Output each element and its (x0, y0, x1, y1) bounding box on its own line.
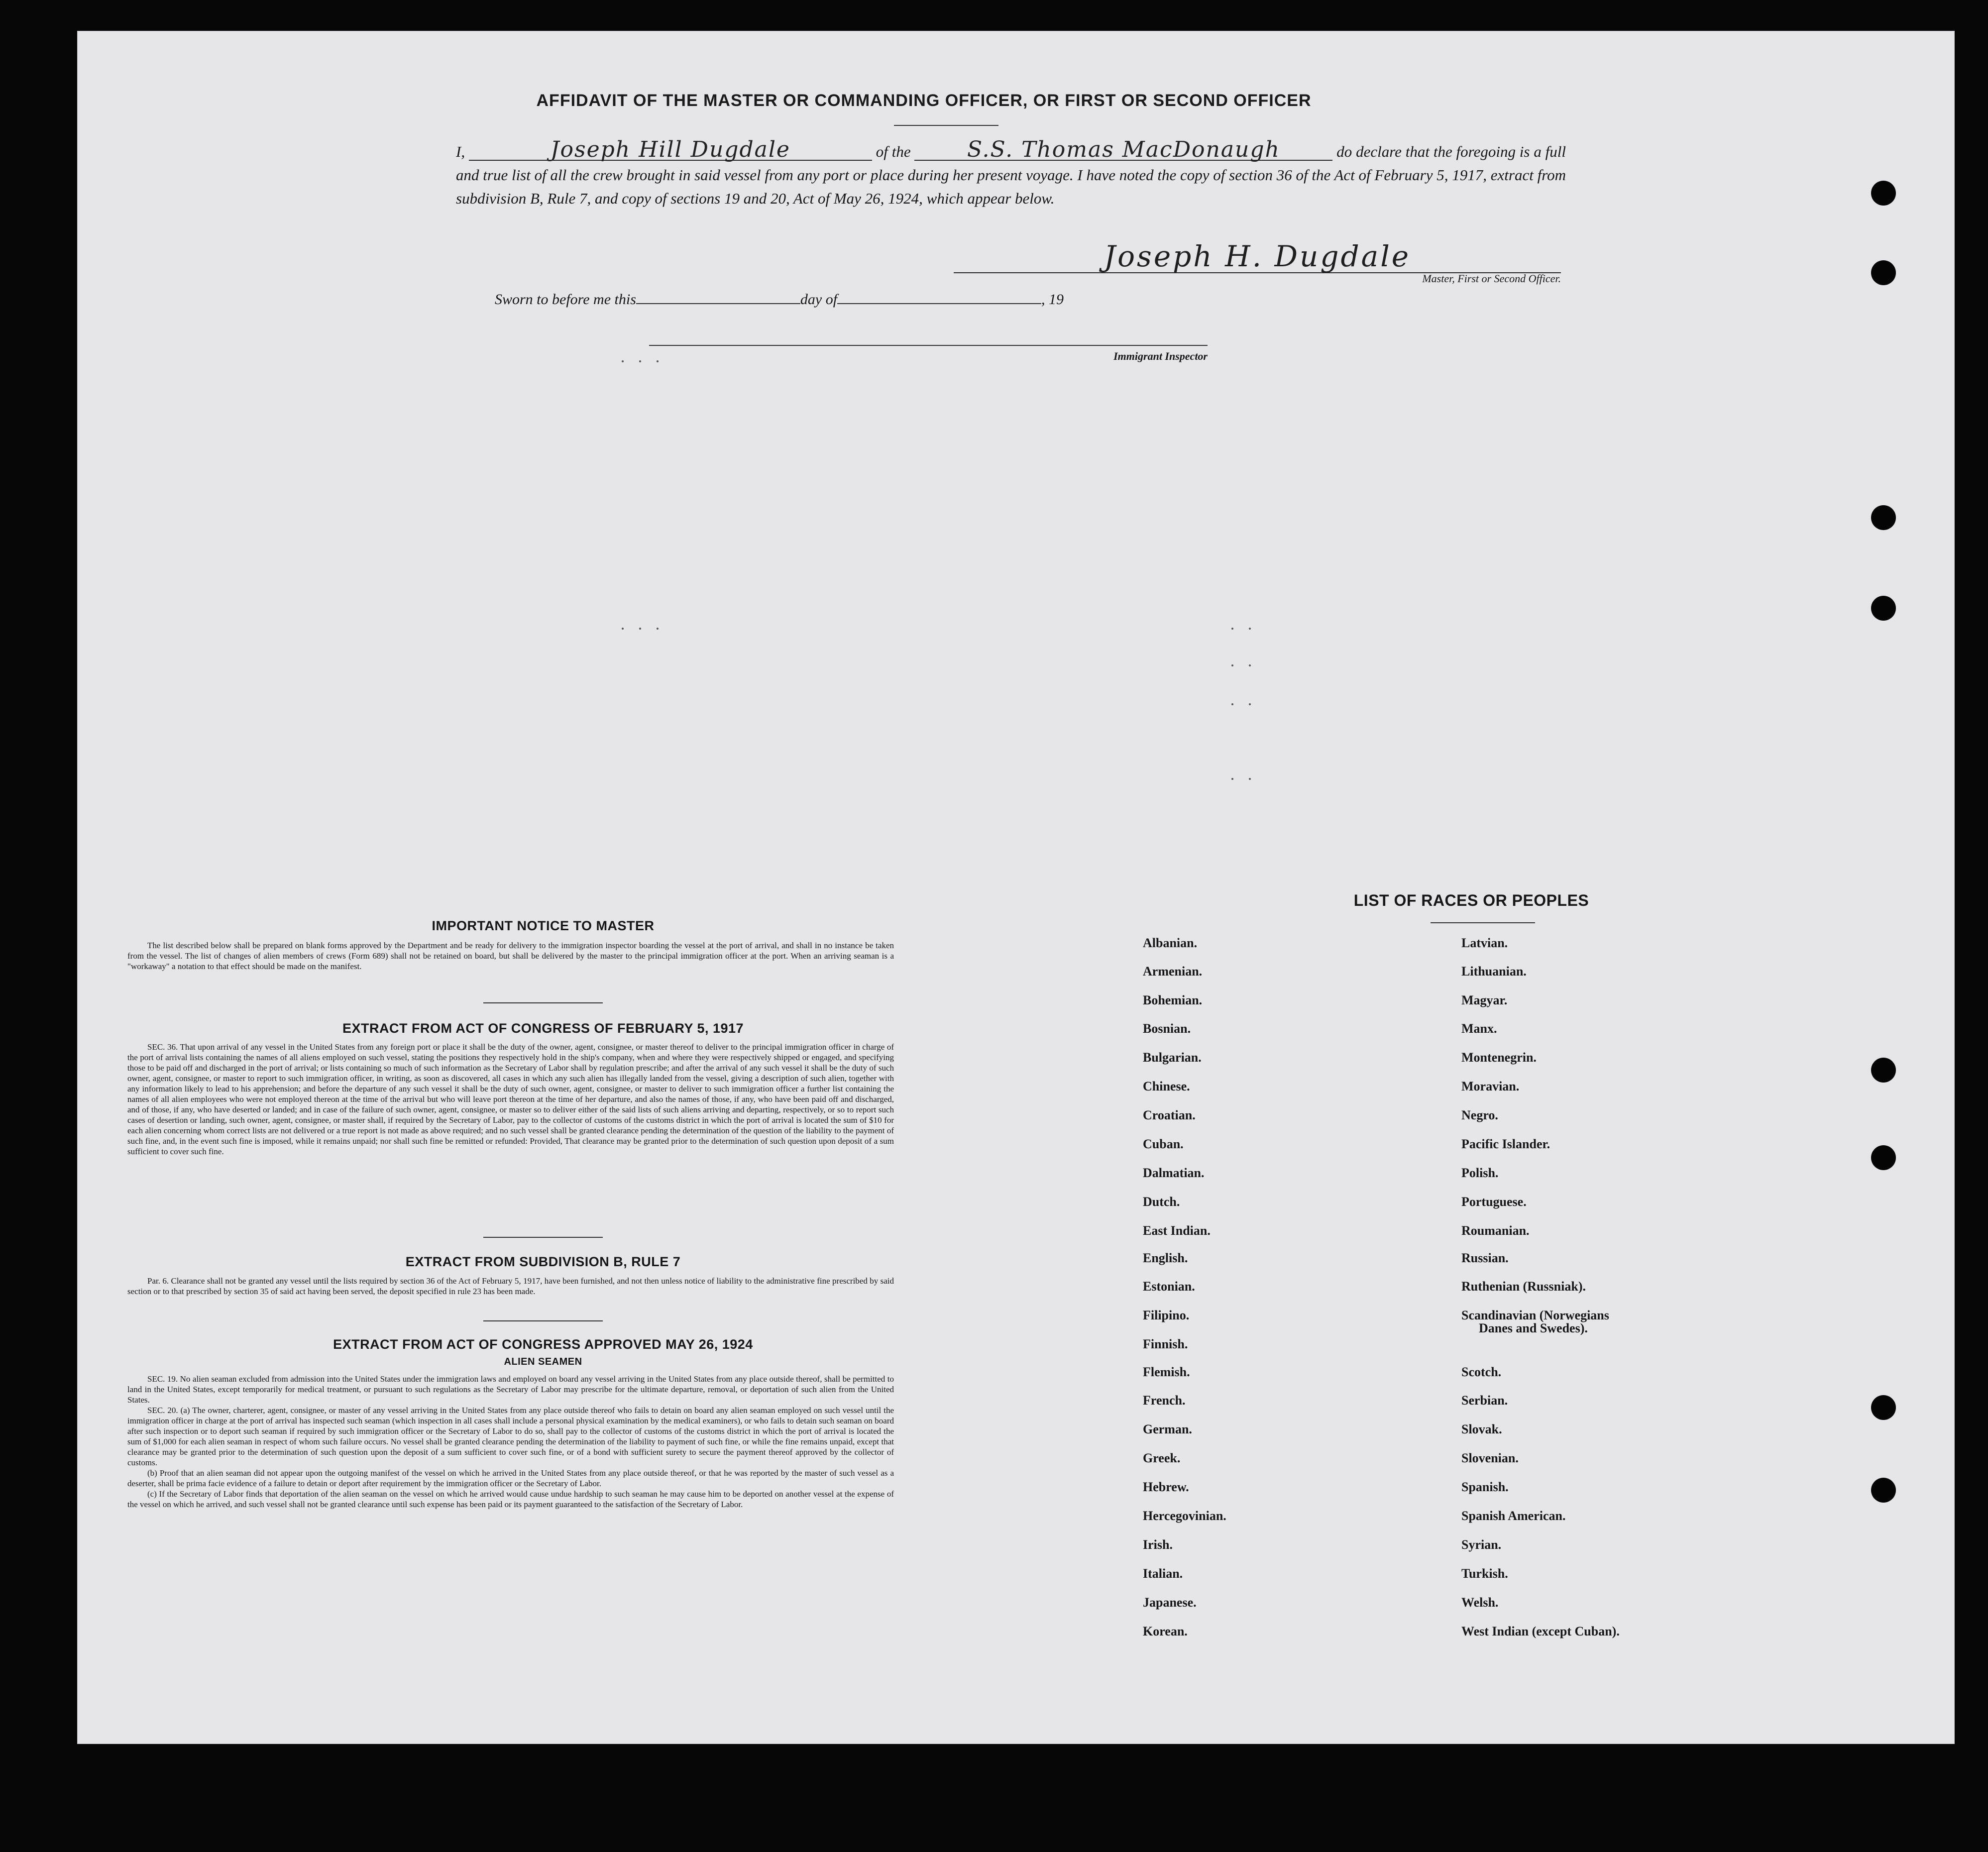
scan-mark (1249, 628, 1251, 630)
binder-hole (1871, 1395, 1896, 1420)
race-entry: German. (1143, 1422, 1192, 1436)
race-entry: Dutch. (1143, 1195, 1180, 1209)
race-entry: Japanese. (1143, 1595, 1197, 1610)
race-entry: Chinese. (1143, 1079, 1190, 1093)
notice-title: IMPORTANT NOTICE TO MASTER (432, 918, 655, 933)
race-entry: Spanish. (1461, 1480, 1509, 1494)
declaration-prefix: I, (456, 143, 465, 160)
race-entry: Italian. (1143, 1566, 1183, 1581)
scan-mark (1231, 628, 1233, 630)
act-1924-paragraph: SEC. 19. No alien seaman excluded from admission into the United States under the immigration laws and employed on board any vessel arriving in the United States from any place outside thereof, shall be permitted to land in the United States, except temporarily for medical treatment, or pursuant to such regulations as the Secretary of Labor may prescribe for the ultimate departure, removal, or deportation of such alien from the United States. (127, 1374, 894, 1405)
race-entry: Russian. (1461, 1251, 1509, 1265)
document-page (77, 31, 1955, 1744)
inspector-signature-line[interactable] (649, 345, 1208, 346)
race-entry: Syrian. (1461, 1537, 1502, 1552)
binder-hole (1871, 1145, 1896, 1170)
scan-mark (1231, 664, 1233, 666)
race-entry: Lithuanian. (1461, 964, 1527, 979)
race-entry: Dalmatian. (1143, 1166, 1205, 1180)
act-1917-paragraph: SEC. 36. That upon arrival of any vessel in the United States from any foreign port or place it shall be the duty of the owner, agent, consignee, or master thereof to deliver to the principal immigration officer in charge of the port of arrival lists containing the names of all aliens employed on such vessel, stating the positions they respectively hold in the ship's company, when and where they were respectively shipped or engaged, and specifying those to be paid off and discharged in the port of arrival; or lists containing so much of such information as the Secretary of Labor shall by regulation prescribe; and after the arrival of any such vessel it shall be the duty of such owner, agent, consignee, or master to report to such immigration officer, in writing, as soon as discovered, all cases in which any such alien has illegally landed from the vessel, giving a description of such alien, together with any information likely to lead to his apprehension; and before the departure of any such vessel it shall be the duty of such owner, agent, consignee, or master to deliver to such immigration officer a further list containing the names of all alien employees who were not employed thereon at the time of the arrival but who will leave port thereon at the time of her departure, and also the names of those, if any, who have been paid off and discharged, and of those, if any, who have deserted or landed; and in case of the failure of such owner, agent, consignee, or master so to deliver either of the said lists of such aliens arriving and departing, respectively, or so to report such cases of desertion or landing, such owner, agent, consignee, or master shall, if required by the Secretary of Labor, pay to the collector of customs of the customs district in which the port of arrival is located the sum of $10 for each alien concerning whom correct lists are not delivered or a true report is not made as above required; and no such vessel shall be granted clearance pending the determination of the question of the liability to the payment of such fine, and, in the event such fine is imposed, while it remains unpaid; nor shall such fine be remitted or refunded: Provided, That clearance may be granted prior to the determination of such question upon deposit of a sum sufficient to cover such fine. (127, 1042, 894, 1156)
binder-hole (1871, 1478, 1896, 1503)
binder-hole (1871, 181, 1896, 206)
races-title: LIST OF RACES OR PEOPLES (1353, 891, 1589, 909)
race-entry: Bohemian. (1143, 993, 1203, 1007)
scan-mark (1231, 778, 1233, 780)
vessel-name-field[interactable]: S.S. Thomas MacDonaugh (914, 140, 1332, 161)
notice-text (127, 940, 894, 972)
notice-paragraph: The list described below shall be prepared on blank forms approved by the Department and be ready for delivery to the immigration inspector boarding the vessel at the port of arrival, and shall in no instance be taken from the vessel. The list of changes of alien members of crews (Form 689) shall not be retained on board, but shall be delivered by the master to the principal immigration officer at the port. When an arriving seaman is a "workaway" a notation to that effect should be made on the manifest. (127, 941, 894, 971)
scan-mark (622, 628, 624, 630)
sworn-year-prefix: , 19 (1041, 291, 1064, 308)
race-entry: Turkish. (1461, 1566, 1508, 1581)
act-1924-paragraph: (c) If the Secretary of Labor finds that deportation of the alien seaman on the vessel on which he arrived would cause undue hardship to such seaman he may cause him to be deported on another vessel at the expense of the vessel on which he arrived, and such vessel shall not be granted clearance until such expense has been paid or its payment guaranteed to the satisfaction of the Secretary of Labor. (127, 1489, 894, 1509)
race-entry: Albanian. (1143, 936, 1198, 950)
race-entry: Flemish. (1143, 1365, 1190, 1379)
declaration-body: that the foregoing is a full and true list of all the crew brought in said vessel from any port or place during her present voyage. I have noted the copy of section 36 of the Act of February 5, 1917, extract from subdivision B, Rule 7, and copy of sections 19 and 20, Act of May 26, 1924, which appear below. (456, 143, 1566, 207)
race-entry: Manx. (1461, 1021, 1497, 1036)
race-entry: Scandinavian (Norwegians (1461, 1308, 1609, 1322)
binder-hole (1871, 505, 1896, 530)
scan-mark (1231, 703, 1233, 705)
race-entry: Negro. (1461, 1108, 1498, 1122)
race-entry: Polish. (1461, 1166, 1499, 1180)
scan-mark (639, 360, 641, 362)
race-entry: Filipino. (1143, 1308, 1190, 1322)
act-1924-text (127, 1374, 894, 1510)
races-title-rule (1431, 922, 1535, 923)
affidavit-title: AFFIDAVIT OF THE MASTER OR COMMANDING OFFICER, OR FIRST OR SECOND OFFICER (536, 91, 1312, 110)
scan-mark (1249, 703, 1251, 705)
declaration (456, 137, 1566, 210)
sworn-day-field[interactable] (636, 302, 800, 304)
act-1924-paragraph: (b) Proof that an alien seaman did not appear upon the outgoing manifest of the vessel on which he arrived in the United States from any place outside thereof, or that he was reported by the master of such vessel as a deserter, shall be prima facie evidence of a failure to detain or deport after requirement by the immigration officer or the Secretary of Labor. (127, 1468, 894, 1488)
race-entry: Scotch. (1461, 1365, 1502, 1379)
race-entry: Magyar. (1461, 993, 1508, 1007)
race-entry: Serbian. (1461, 1393, 1508, 1408)
inspector-label: Immigrant Inspector (1113, 350, 1208, 362)
race-entry: East Indian. (1143, 1223, 1211, 1238)
race-entry: Danes and Swedes). (1479, 1321, 1588, 1335)
race-entry: Hercegovinian. (1143, 1509, 1226, 1523)
race-entry: Montenegrin. (1461, 1050, 1537, 1065)
race-entry: Welsh. (1461, 1595, 1499, 1610)
binder-hole (1871, 596, 1896, 621)
race-entry: Bulgarian. (1143, 1050, 1202, 1065)
race-entry: Cuban. (1143, 1137, 1184, 1151)
race-entry: Spanish American. (1461, 1509, 1566, 1523)
race-entry: Estonian. (1143, 1279, 1195, 1294)
sworn-prefix: Sworn to before me this (495, 291, 636, 308)
race-entry: Finnish. (1143, 1337, 1188, 1351)
race-entry: Greek. (1143, 1451, 1181, 1465)
scan-mark (1249, 664, 1251, 666)
alien-seamen-subtitle: ALIEN SEAMEN (504, 1356, 582, 1367)
scan-mark (1249, 778, 1251, 780)
binder-hole (1871, 260, 1896, 285)
section-divider (483, 1002, 603, 1003)
sworn-day-of: day of (800, 291, 838, 308)
scan-mark (657, 628, 659, 630)
act-1917-title: EXTRACT FROM ACT OF CONGRESS OF FEBRUARY 5, 1917 (342, 1021, 744, 1036)
race-entry: French. (1143, 1393, 1186, 1408)
race-entry: Pacific Islander. (1461, 1137, 1550, 1151)
race-entry: Armenian. (1143, 964, 1203, 979)
of-the-label: of the (876, 143, 911, 160)
act-1924-title: EXTRACT FROM ACT OF CONGRESS APPROVED MAY 26, 1924 (333, 1337, 753, 1352)
act-1924-paragraph: SEC. 20. (a) The owner, charterer, agent, consignee, or master of any vessel arriving in the United States from any place outside thereof who fails to detain on board any alien seaman employed on such vessel until the immigration officer in charge at the port of arrival has inspected such seaman (which inspection in all cases shall include a personal physical examination by the medical examiners), or who fails to detain such seaman on board after such inspection or to deport such seaman if required by such immigration officer or the Secretary of Labor to do so, shall pay to the collector of customs of the customs district in which the port of arrival is located the sum of $1,000 for each alien seaman in respect of whom such failure occurs. No vessel shall be granted clearance pending the determination of the liability to payment of such fine, or while the fine remains unpaid, except that clearance may be granted prior to the determination of such question upon the deposit of a sum sufficient to cover such fine, or of a bond with sufficient surety to secure the payment thereof approved by the collector of customs. (127, 1406, 894, 1467)
act-1917-text (127, 1042, 894, 1157)
section-divider (483, 1237, 603, 1238)
race-entry: Roumanian. (1461, 1223, 1530, 1238)
scan-mark (657, 360, 659, 362)
race-entry: Slovenian. (1461, 1451, 1519, 1465)
race-entry: English. (1143, 1251, 1188, 1265)
title-rule (894, 125, 998, 126)
race-entry: Korean. (1143, 1624, 1188, 1638)
rule-7-text (127, 1276, 894, 1297)
race-entry: Moravian. (1461, 1079, 1520, 1093)
do-declare-label: do declare (1336, 143, 1402, 160)
scan-mark (639, 628, 641, 630)
sworn-line (495, 291, 1142, 308)
section-divider (483, 1320, 603, 1321)
binder-hole (1871, 1058, 1896, 1083)
race-entry: Latvian. (1461, 936, 1508, 950)
officer-name-field[interactable]: Joseph Hill Dugdale (469, 140, 872, 161)
race-entry: Hebrew. (1143, 1480, 1189, 1494)
race-entry: Slovak. (1461, 1422, 1502, 1436)
race-entry: Bosnian. (1143, 1021, 1191, 1036)
race-entry: Croatian. (1143, 1108, 1196, 1122)
rule-7-paragraph: Par. 6. Clearance shall not be granted any vessel until the lists required by section 36 of the Act of February 5, 1917, have been furnished, and not then unless notice of liability to the administrative fine prescribed by said section or to that prescribed by section 35 of said act having been served, the deposit specified in rule 23 has been made. (127, 1276, 894, 1296)
rule-7-title: EXTRACT FROM SUBDIVISION B, RULE 7 (405, 1254, 681, 1269)
signature-label: Master, First or Second Officer. (1422, 272, 1561, 285)
signature-field[interactable]: Joseph H. Dugdale (954, 240, 1561, 273)
sworn-month-field[interactable] (837, 302, 1041, 304)
race-entry: Portuguese. (1461, 1195, 1527, 1209)
scan-mark (622, 360, 624, 362)
race-entry: Ruthenian (Russniak). (1461, 1279, 1586, 1294)
race-entry: Irish. (1143, 1537, 1173, 1552)
race-entry: West Indian (except Cuban). (1461, 1624, 1620, 1638)
